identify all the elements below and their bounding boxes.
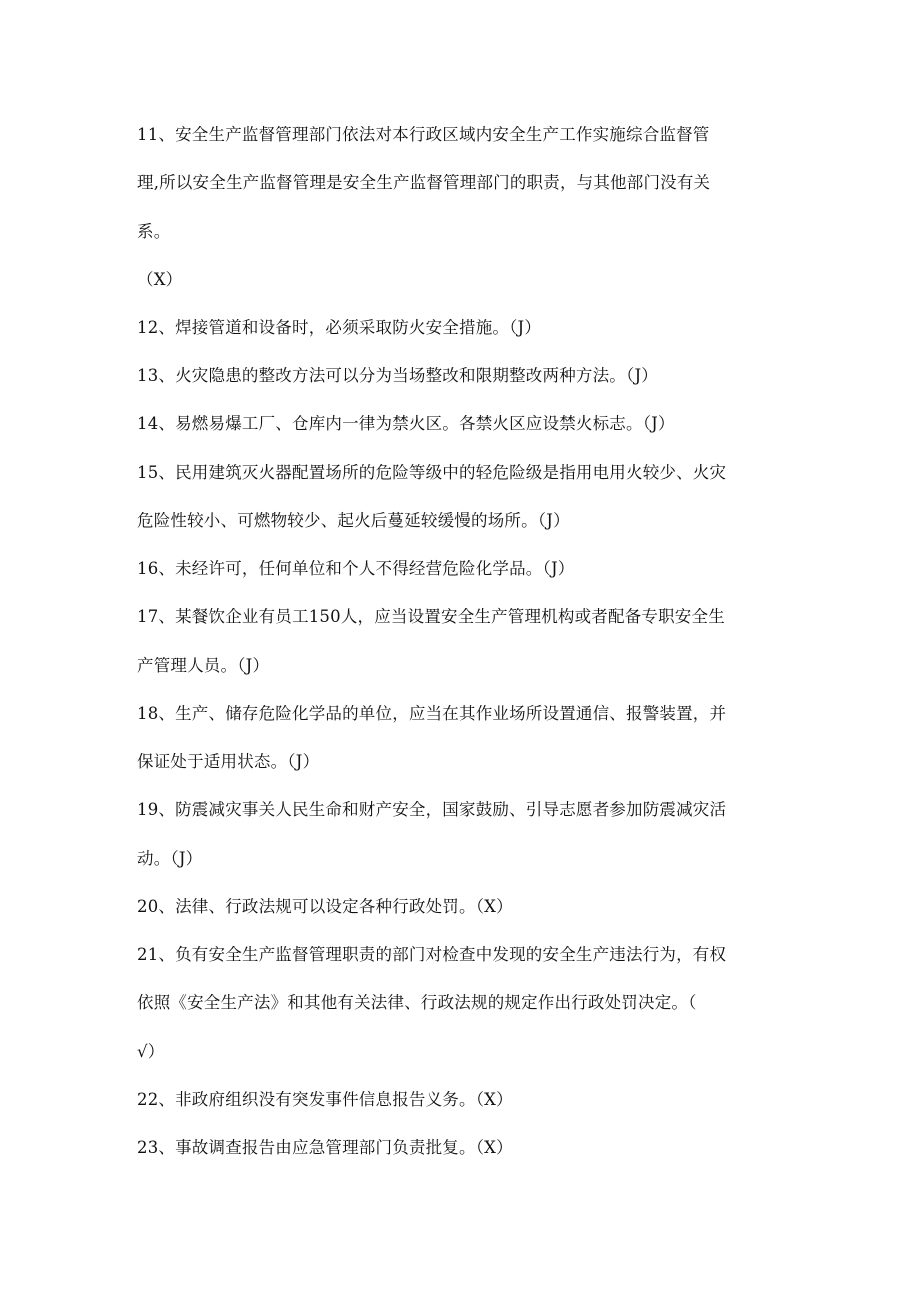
text-line: √） <box>137 1042 165 1061</box>
text-line: 19、防震减灾事关人民生命和财产安全，国家鼓励、引导志愿者参加防震减灾活 <box>137 800 727 819</box>
text-line: 23、事故调查报告由应急管理部门负责批复。（X） <box>137 1138 513 1157</box>
text-line: 12、焊接管道和设备时，必须采取防火安全措施。（J） <box>137 318 542 337</box>
text-line: 依照《安全生产法》和其他有关法律、行政法规的规定作出行政处罚决定。（ <box>137 993 697 1012</box>
text-line: 产管理人员。（J） <box>137 656 270 675</box>
text-line: 15、民用建筑灭火器配置场所的危险等级中的轻危险级是指用电用火较少、火灾 <box>137 463 727 482</box>
text-line: 21、负有安全生产监督管理职责的部门对检查中发现的安全生产违法行为，有权 <box>137 945 727 964</box>
text-line: 16、未经许可，任何单位和个人不得经营危险化学品。（J） <box>137 559 575 578</box>
text-line: 18、生产、储存危险化学品的单位，应当在其作业场所设置通信、报警装置，并 <box>137 704 727 723</box>
text-line: 危险性较小、可燃物较少、起火后蔓延较缓慢的场所。（J） <box>137 511 570 530</box>
text-line: 理,所以安全生产监督管理是安全生产监督管理部门的职责，与其他部门没有关 <box>137 173 711 192</box>
text-line: 22、非政府组织没有突发事件信息报告义务。（X） <box>137 1090 513 1109</box>
text-line: 14、易燃易爆工厂、仓库内一律为禁火区。各禁火区应设禁火标志。（J） <box>137 414 675 433</box>
text-line: 20、法律、行政法规可以设定各种行政处罚。（X） <box>137 897 513 916</box>
text-line: （X） <box>137 270 183 289</box>
text-line: 保证处于适用状态。（J） <box>137 752 320 771</box>
text-line: 17、某餐饮企业有员工150人，应当设置安全生产管理机构或者配备专职安全生 <box>137 607 725 626</box>
text-line: 动。（J） <box>137 849 203 868</box>
text-line: 系。 <box>137 222 171 241</box>
text-line: 13、火灾隐患的整改方法可以分为当场整改和限期整改两种方法。（J） <box>137 366 658 385</box>
text-line: 11、安全生产监督管理部门依法对本行政区域内安全生产工作实施综合监督管 <box>137 125 710 144</box>
